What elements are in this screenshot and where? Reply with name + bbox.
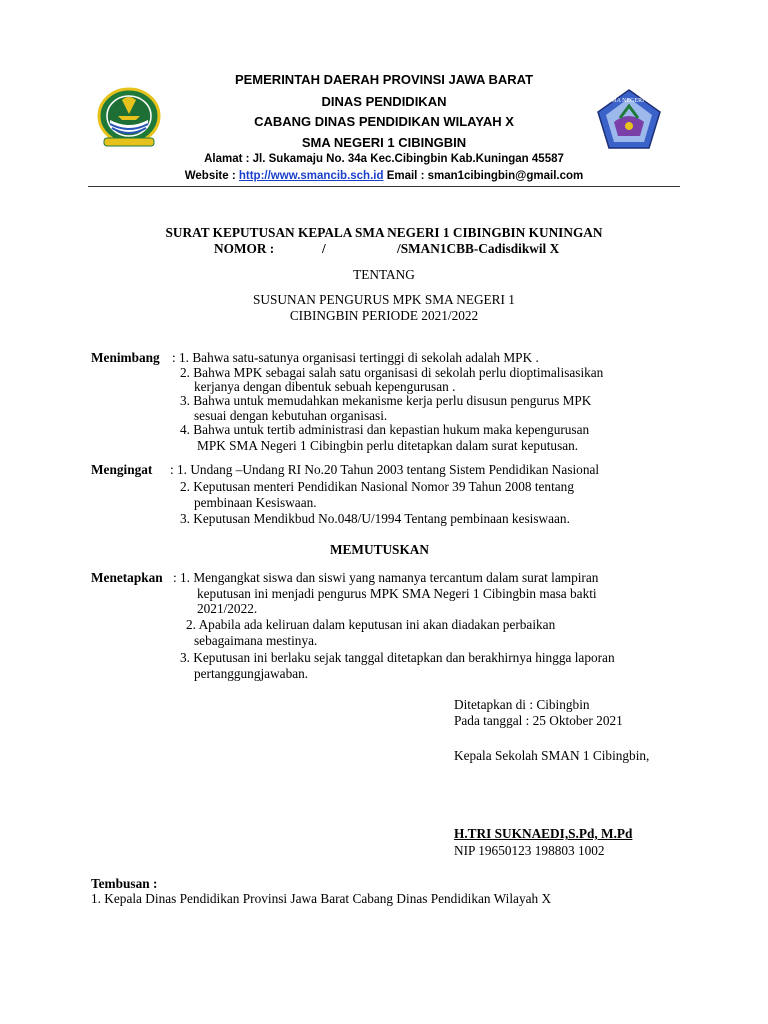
- letterhead-divider: [88, 186, 680, 187]
- email-text: Email : sman1cibingbin@gmail.com: [383, 170, 584, 182]
- decree-subject-line-1: SUSUNAN PENGURUS MPK SMA NEGERI 1: [253, 292, 515, 307]
- website-label: Website :: [184, 170, 239, 182]
- menetapkan-line: sebagaimana mestinya.: [194, 633, 318, 648]
- menetapkan-line: 2. Apabila ada keliruan dalam keputusan ini akan diadakan perbaikan: [186, 617, 556, 632]
- letterhead-contact: [0, 170, 768, 182]
- menimbang-line: : 1. Bahwa satu-satunya organisasi tertinggi di sekolah adalah MPK .: [172, 350, 539, 365]
- menimbang-line: 4. Bahwa untuk tertib administrasi dan kepastian hukum maka kepengurusan: [180, 422, 590, 437]
- menetapkan-label: Menetapkan: [91, 570, 163, 585]
- menimbang-line: sesuai dengan kebutuhan organisasi.: [194, 408, 388, 423]
- tentang-heading: TENTANG: [353, 267, 415, 282]
- menimbang-line: 3. Bahwa untuk memudahkan mekanisme kerja perlu disusun pengurus MPK: [180, 393, 592, 408]
- signatory-nip: NIP 19650123 198803 1002: [454, 843, 605, 858]
- menimbang-line: MPK SMA Negeri 1 Cibingbin perlu ditetapkan dalam surat keputusan.: [197, 438, 579, 453]
- menetapkan-line: pertanggungjawaban.: [194, 666, 309, 681]
- letterhead-line-1: PEMERINTAH DAERAH PROVINSI JAWA BARAT: [234, 72, 534, 87]
- school-emblem-text: SMA NEGERI 1: [608, 98, 649, 104]
- mengingat-line: 2. Keputusan menteri Pendidikan Nasional Nomor 39 Tahun 2008 tentang: [180, 479, 574, 494]
- menetapkan-line: 3. Keputusan ini berlaku sejak tanggal ditetapkan dan berakhirnya hingga laporan: [180, 650, 615, 665]
- mengingat-line: 3. Keputusan Mendikbud No.048/U/1994 Tentang pembinaan kesiswaan.: [180, 511, 570, 526]
- signature-date: Pada tanggal : 25 Oktober 2021: [454, 713, 623, 728]
- tembusan-label: Tembusan :: [91, 876, 158, 891]
- letterhead-line-3: CABANG DINAS PENDIDIKAN WILAYAH X: [254, 114, 514, 129]
- signature-position: Kepala Sekolah SMAN 1 Cibingbin,: [454, 748, 650, 763]
- decree-subject-line-2: CIBINGBIN PERIODE 2021/2022: [289, 308, 479, 323]
- signature-place: Ditetapkan di : Cibingbin: [454, 697, 590, 712]
- decree-number-suffix: /SMAN1CBB-Cadisdikwil X: [397, 241, 560, 256]
- menimbang-label: Menimbang: [91, 350, 160, 365]
- menimbang-line: kerjanya dengan dibentuk sebuah kepengurusan .: [194, 379, 456, 394]
- menetapkan-line: keputusan ini menjadi pengurus MPK SMA Negeri 1 Cibingbin masa bakti: [197, 586, 597, 601]
- decree-title: SURAT KEPUTUSAN KEPALA SMA NEGERI 1 CIBINGBIN KUNINGAN: [165, 225, 603, 240]
- decree-number-separator: /: [322, 241, 326, 256]
- mengingat-line: : 1. Undang –Undang RI No.20 Tahun 2003 tentang Sistem Pendidikan Nasional: [170, 462, 600, 477]
- menimbang-line: 2. Bahwa MPK sebagai salah satu organisasi di sekolah perlu dioptimalisasikan: [180, 365, 604, 380]
- letterhead-line-2: DINAS PENDIDIKAN: [321, 94, 447, 109]
- tembusan-item: 1. Kepala Dinas Pendidikan Provinsi Jawa Barat Cabang Dinas Pendidikan Wilayah X: [91, 891, 552, 906]
- mengingat-line: pembinaan Kesiswaan.: [194, 495, 317, 510]
- signatory-name: H.TRI SUKNAEDI,S.Pd, M.Pd: [454, 826, 633, 841]
- website-link[interactable]: http://www.smancib.sch.id: [238, 170, 384, 182]
- mengingat-label: Mengingat: [91, 462, 153, 477]
- menetapkan-line: 2021/2022.: [197, 601, 258, 616]
- menetapkan-line: : 1. Mengangkat siswa dan siswi yang namanya tercantum dalam surat lampiran: [173, 570, 599, 585]
- memutuskan-heading: MEMUTUSKAN: [330, 542, 429, 557]
- letterhead-address: Alamat : Jl. Sukamaju No. 34a Kec.Cibingbin Kab.Kuningan 45587: [204, 153, 564, 165]
- decree-number-label: NOMOR :: [214, 241, 275, 256]
- letterhead-line-4: SMA NEGERI 1 CIBINGBIN: [301, 135, 467, 150]
